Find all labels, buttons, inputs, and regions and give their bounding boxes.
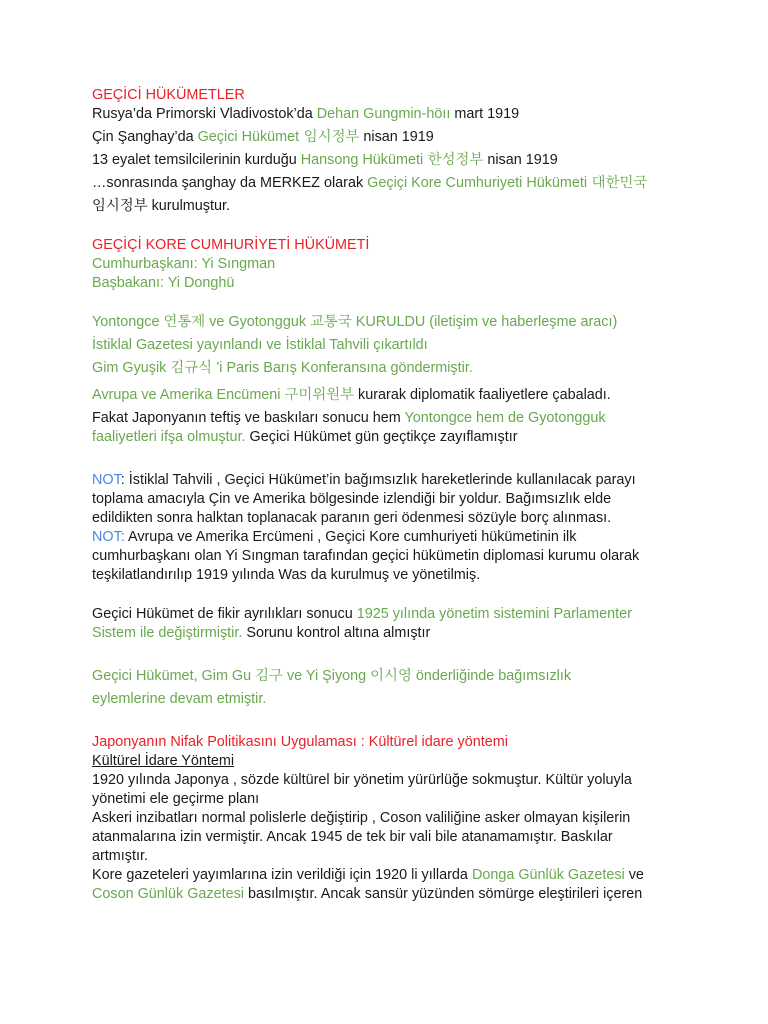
paragraph-line bbox=[92, 359, 682, 378]
text: Sorunu kontrol altına almıştır bbox=[242, 625, 431, 641]
document-page bbox=[92, 86, 682, 904]
highlight-text: Sistem ile değiştirmiştir. bbox=[92, 625, 243, 641]
note-line bbox=[92, 471, 682, 490]
paragraph-line: İstiklal Gazetesi yayınlandı ve İstiklal Tahvili çıkartıldı bbox=[92, 337, 428, 353]
text: Çin Şanghay’da bbox=[92, 129, 198, 145]
text: önderliğinde bağımsızlık bbox=[411, 668, 572, 684]
korean-text: 교통국 bbox=[310, 314, 352, 330]
text: ve Yi Şiyong bbox=[282, 668, 371, 684]
subheading-kulturel-idare: Kültürel İdare Yöntemi bbox=[92, 753, 235, 769]
highlight-text: Geçici Hükümet bbox=[197, 129, 300, 145]
note-line bbox=[92, 528, 682, 547]
highlight-text: Yontongce hem de Gyotongguk bbox=[404, 410, 606, 426]
text: Geçici Hükümet de fikir ayrılıkları sonucu bbox=[92, 606, 357, 622]
korean-text: 임시정부 bbox=[92, 198, 148, 214]
korean-text: 한성정부 bbox=[423, 152, 484, 168]
paragraph-line: artmıştır. bbox=[92, 848, 148, 864]
highlight-text: Donga Günlük Gazetesi bbox=[471, 867, 625, 883]
text: …sonrasında şanghay da MERKEZ olarak bbox=[92, 175, 368, 191]
text: Rusya’da Primorski Vladivostok’da bbox=[92, 106, 317, 122]
text: nisan 1919 bbox=[483, 152, 558, 168]
paragraph-line bbox=[92, 128, 682, 147]
text: Geçici Hükümet, Gim Gu bbox=[92, 668, 256, 684]
korean-text: 김규식 bbox=[170, 360, 213, 376]
highlight-text: Hansong Hükümeti bbox=[300, 152, 424, 168]
text: kurarak diplomatik faaliyetlere çabaladı. bbox=[354, 387, 611, 403]
text: mart 1919 bbox=[450, 106, 520, 122]
note-line: toplama amacıyla Çin ve Amerika bölgesinde izlendiği bir yoldur. Bağımsızlık elde bbox=[92, 491, 612, 507]
note-label: NOT: bbox=[92, 529, 125, 545]
highlight-text: Coson Günlük Gazetesi bbox=[92, 886, 244, 902]
paragraph-line bbox=[92, 866, 682, 885]
text: kurulmuştur. bbox=[147, 198, 230, 214]
heading-gecici-hukumetler: GEÇİCİ HÜKÜMETLER bbox=[92, 87, 245, 103]
text: KURULDU (iletişim ve haberleşme aracı) bbox=[351, 314, 618, 330]
korean-text: 연통제 bbox=[163, 314, 206, 330]
paragraph-line bbox=[92, 197, 682, 216]
korean-text: 김구 bbox=[255, 668, 283, 684]
text: Geçici Hükümet gün geçtikçe zayıflamıştır bbox=[245, 429, 518, 445]
highlight-text: 1925 yılında yönetim sistemini Parlamenter bbox=[356, 606, 632, 622]
paragraph-line bbox=[92, 105, 682, 124]
prime-minister-line: Başbakanı: Yi Donghü bbox=[92, 275, 235, 291]
text: Avrupa ve Amerika Ercümeni , Geçici Kore cumhuriyeti hükümetinin ilk bbox=[124, 529, 577, 545]
text: 13 eyalet temsilcilerinin kurduğu bbox=[92, 152, 301, 168]
note-line: cumhurbaşkanı olan Yi Sıngman tarafından geçici hükümetin diplomasi kurumu olarak bbox=[92, 548, 640, 564]
note-line: teşkilatlandırılıp 1919 yılında Was da kurulmuş ve yönetilmiş. bbox=[92, 567, 481, 583]
highlight-text: faaliyetleri ifşa olmuştur. bbox=[92, 429, 246, 445]
korean-text: 대한민국 bbox=[587, 175, 648, 191]
heading-kore-cumhuriyeti: GEÇİÇİ KORE CUMHURİYETİ HÜKÜMETİ bbox=[92, 237, 370, 253]
text: Gim Gyuşik bbox=[92, 360, 171, 376]
korean-text: 임시정부 bbox=[299, 129, 360, 145]
text: ve bbox=[624, 867, 644, 883]
text: basılmıştır. Ancak sansür yüzünden sömürge eleştirileri içeren bbox=[243, 886, 643, 902]
heading-nifak-politikasi: Japonyanın Nifak Politikasını Uygulaması : Kültürel idare yöntemi bbox=[92, 734, 508, 750]
text: Yontongce bbox=[92, 314, 164, 330]
paragraph-line bbox=[92, 428, 682, 447]
paragraph-line: eylemlerine devam etmiştir. bbox=[92, 691, 267, 707]
paragraph-line bbox=[92, 409, 682, 428]
paragraph-line bbox=[92, 386, 682, 405]
note-label: NOT bbox=[92, 472, 121, 488]
korean-text: 이시영 bbox=[370, 668, 412, 684]
paragraph-line: Askeri inzibatları normal polislerle değiştirip , Coson valiliğine asker olmayan kişilerin bbox=[92, 810, 631, 826]
paragraph-line bbox=[92, 605, 682, 624]
korean-text: 구미위원부 bbox=[284, 387, 355, 403]
text: : İstiklal Tahvili , Geçici Hükümet’in bağımsızlık hareketlerinde kullanılacak parayı bbox=[120, 472, 636, 488]
paragraph-line bbox=[92, 624, 682, 643]
text: Kore gazeteleri yayımlarına izin verildiği için 1920 li yıllarda bbox=[92, 867, 472, 883]
text: ’i Paris Barış Konferansına göndermiştir. bbox=[212, 360, 473, 376]
text: Fakat Japonyanın teftiş ve baskıları sonucu hem bbox=[92, 410, 405, 426]
paragraph-line bbox=[92, 151, 682, 170]
paragraph-line bbox=[92, 667, 682, 686]
text: nisan 1919 bbox=[359, 129, 434, 145]
paragraph-line: 1920 yılında Japonya , sözde kültürel bir yönetim yürürlüğe sokmuştur. Kültür yoluyla bbox=[92, 772, 632, 788]
paragraph-line: yönetimi ele geçirme planı bbox=[92, 791, 260, 807]
highlight-text: Avrupa ve Amerika Encümeni bbox=[92, 387, 285, 403]
paragraph-line: atanmalarına izin vermiştir. Ancak 1945 de tek bir vali bile atanamamıştır. Baskılar bbox=[92, 829, 613, 845]
president-line: Cumhurbaşkanı: Yi Sıngman bbox=[92, 256, 276, 272]
highlight-text: Geçiçi Kore Cumhuriyeti Hükümeti bbox=[367, 175, 588, 191]
highlight-text: Dehan Gungmin-höıı bbox=[316, 106, 451, 122]
note-line: edildikten sonra halktan toplanacak paranın geri ödenmesi sözüyle borç alınması. bbox=[92, 510, 612, 526]
paragraph-line bbox=[92, 313, 682, 332]
text: ve Gyotongguk bbox=[205, 314, 311, 330]
paragraph-line bbox=[92, 885, 682, 904]
paragraph-line bbox=[92, 174, 682, 193]
